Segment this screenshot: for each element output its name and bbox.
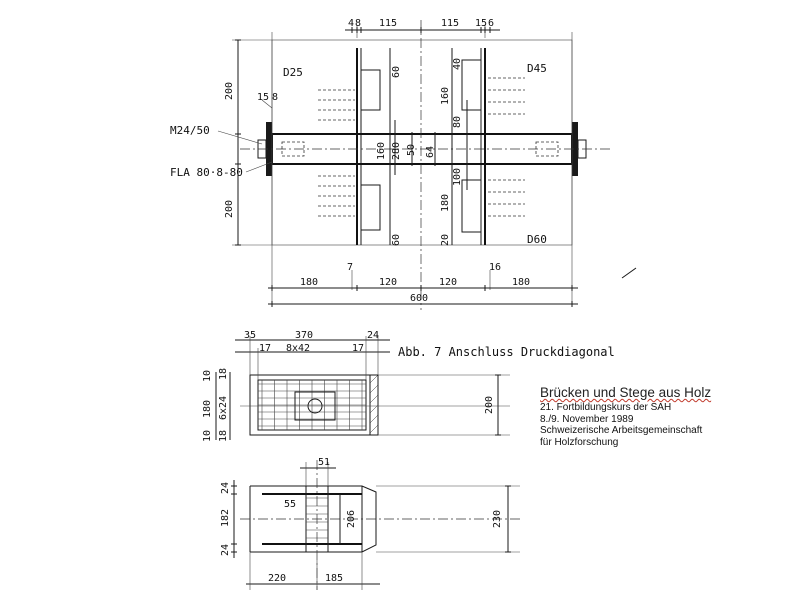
dim-bottom-180-left: 180: [300, 277, 319, 288]
dim-right-160: 160: [440, 86, 451, 105]
dim-plate-18-bottom: 18: [218, 429, 229, 442]
publication-title: Brücken und Stege aus Holz: [540, 385, 712, 400]
dim-right-50: 50: [406, 143, 417, 156]
dim-plate-6x24: 6x24: [218, 395, 229, 420]
dim-left-200-bottom: 200: [224, 199, 235, 218]
plan-view: [170, 18, 636, 310]
dim-bottom-180-right: 180: [512, 277, 531, 288]
dim-plate-35: 35: [244, 330, 257, 341]
dim-plate-18-top: 18: [218, 367, 229, 380]
dim-top-115-left: 115: [379, 18, 398, 29]
publication-line-field: für Holzforschung: [540, 436, 619, 448]
label-d25: D25: [283, 66, 303, 79]
dim-right-180: 180: [440, 193, 451, 212]
figure-caption: Abb. 7 Anschluss Druckdiagonal: [398, 345, 615, 359]
dim-section-55: 55: [284, 499, 297, 510]
dim-plate-17-right: 17: [352, 343, 365, 354]
dim-right-64: 64: [425, 145, 436, 158]
dim-plate-17-left: 17: [259, 343, 272, 354]
dim-center-60-bottom: 60: [391, 233, 402, 246]
publication-line-course: 21. Fortbildungskurs der SAH: [540, 402, 672, 413]
dim-left-200-top: 200: [224, 81, 235, 100]
label-bolt: M24/50: [170, 124, 210, 137]
publication-line-date: 8./9. November 1989: [540, 413, 634, 425]
dim-section-24-top: 24: [220, 481, 231, 494]
dim-right-100: 100: [452, 167, 463, 186]
dim-right-20: 20: [440, 233, 451, 246]
dim-left-8: 8: [272, 92, 279, 103]
dim-top-115-right: 115: [441, 18, 460, 29]
dim-small-16: 16: [489, 262, 502, 273]
dim-top-8: 8: [355, 18, 362, 29]
dim-plate-10-top: 10: [202, 369, 213, 382]
publication-info: [540, 385, 780, 448]
dim-center-160: 160: [376, 141, 387, 160]
dim-plate-8x42: 8x42: [286, 343, 311, 354]
dim-plate-200: 200: [484, 395, 495, 414]
dim-left-15: 15: [257, 92, 270, 103]
label-d60: D60: [527, 233, 547, 246]
section-detail: [220, 457, 520, 590]
dim-section-230: 230: [492, 509, 503, 528]
dim-top-6: 6: [488, 18, 495, 29]
dim-section-220: 220: [268, 573, 287, 584]
dim-center-280: 280: [391, 141, 402, 160]
dim-bottom-120-left: 120: [379, 277, 398, 288]
dim-small-7: 7: [347, 262, 354, 273]
dim-top-4: 4: [348, 18, 355, 29]
dim-plate-24: 24: [367, 330, 380, 341]
publication-line-org: Schweizerische Arbeitsgemeinschaft: [540, 425, 703, 436]
dim-plate-370: 370: [295, 330, 314, 341]
dim-section-206: 206: [346, 509, 357, 528]
dim-section-51: 51: [318, 457, 331, 468]
dim-center-60-top: 60: [391, 65, 402, 78]
dim-plate-180: 180: [202, 399, 213, 418]
label-flat-bar: FLA 80·8-80: [170, 166, 243, 179]
dim-section-24-bottom: 24: [220, 543, 231, 556]
dim-section-182: 182: [220, 508, 231, 527]
dim-right-80: 80: [452, 115, 463, 128]
dim-right-40: 40: [452, 57, 463, 70]
dim-plate-10-bottom: 10: [202, 429, 213, 442]
dim-overall-600: 600: [410, 293, 429, 304]
label-d45: D45: [527, 62, 547, 75]
dim-top-15: 15: [475, 18, 488, 29]
dim-bottom-120-right: 120: [439, 277, 458, 288]
dim-section-185: 185: [325, 573, 344, 584]
